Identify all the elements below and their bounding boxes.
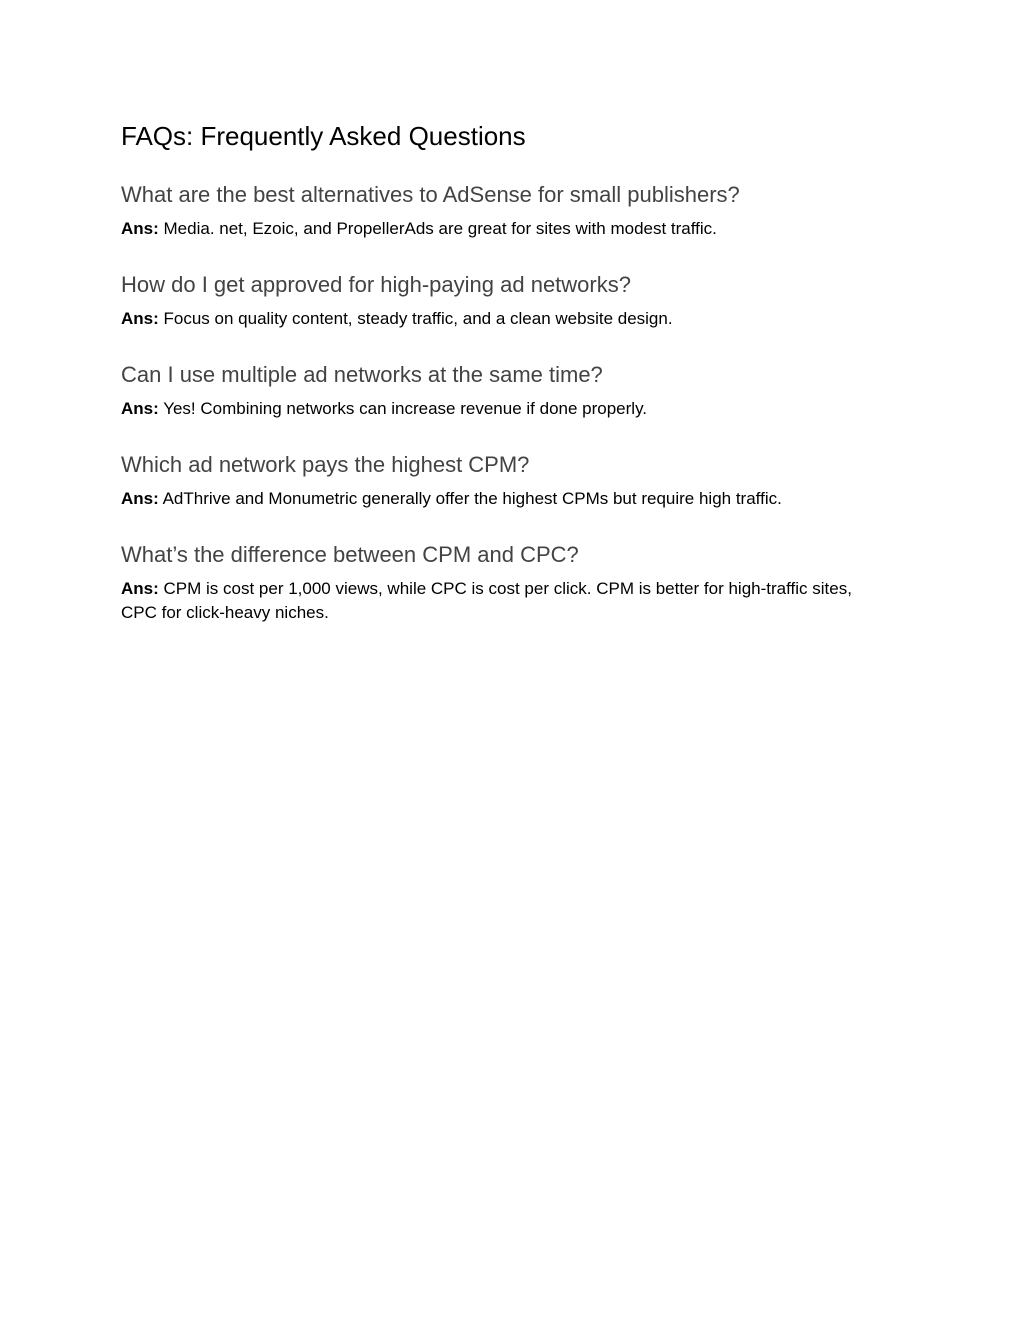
faq-question: What are the best alternatives to AdSense for small publishers? xyxy=(121,182,740,207)
faq-item xyxy=(121,540,891,625)
faq-question: How do I get approved for high-paying ad networks? xyxy=(121,272,631,297)
faq-list xyxy=(121,180,891,625)
faq-item xyxy=(121,360,891,421)
document-page xyxy=(121,118,891,654)
answer-text: CPM is cost per 1,000 views, while CPC is cost per click. CPM is better for high-traffic sites, CPC for click-heavy niches. xyxy=(121,579,852,622)
answer-label: Ans: xyxy=(121,399,159,418)
faq-answer xyxy=(121,307,891,331)
faq-item xyxy=(121,450,891,511)
faq-item xyxy=(121,180,891,241)
answer-text: Focus on quality content, steady traffic, and a clean website design. xyxy=(163,309,673,328)
answer-text: AdThrive and Monumetric generally offer the highest CPMs but require high traffic. xyxy=(162,489,782,508)
faq-answer xyxy=(121,217,891,241)
faq-question: Can I use multiple ad networks at the same time? xyxy=(121,362,603,387)
page-title: FAQs: Frequently Asked Questions xyxy=(121,121,526,151)
answer-label: Ans: xyxy=(121,579,159,598)
faq-question: Which ad network pays the highest CPM? xyxy=(121,452,530,477)
faq-answer xyxy=(121,397,891,421)
faq-answer xyxy=(121,487,891,511)
answer-label: Ans: xyxy=(121,309,159,328)
answer-text: Media. net, Ezoic, and PropellerAds are great for sites with modest traffic. xyxy=(163,219,717,238)
answer-text: Yes! Combining networks can increase revenue if done properly. xyxy=(163,399,648,418)
faq-question: What’s the difference between CPM and CPC? xyxy=(121,542,579,567)
faq-answer xyxy=(121,577,891,625)
answer-label: Ans: xyxy=(121,489,159,508)
answer-label: Ans: xyxy=(121,219,159,238)
faq-item xyxy=(121,270,891,331)
